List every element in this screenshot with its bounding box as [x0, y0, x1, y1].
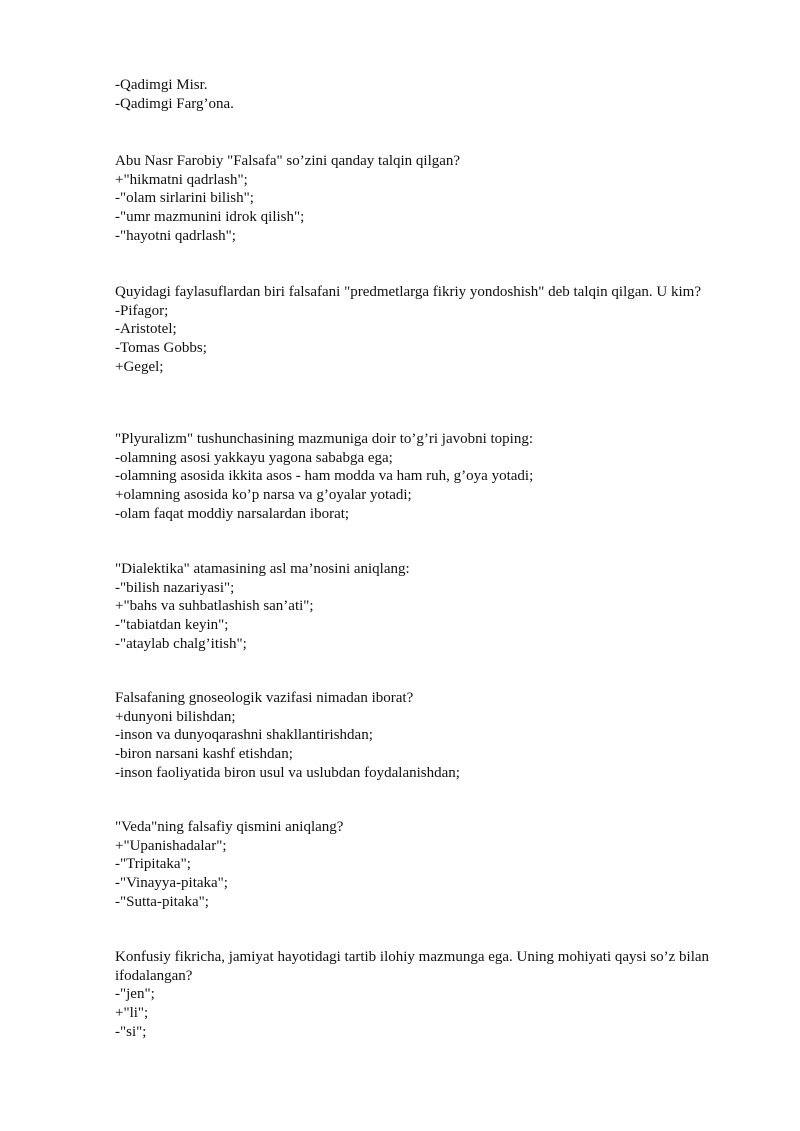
question-block: [115, 818, 725, 912]
option-line: +Gegel;: [115, 358, 164, 375]
option-line: -"Vinayya-pitaka";: [115, 875, 228, 892]
option-line: -"hayotni qadrlash";: [115, 227, 236, 244]
option-line: +"hikmatni qadrlash";: [115, 171, 248, 188]
option-line: +olamning asosida ko’p narsa va g’oyalar yotadi;: [115, 487, 412, 504]
answer-fragment: [115, 76, 725, 113]
option-line: -Aristotel;: [115, 321, 177, 338]
option-line: -"umr mazmunini idrok qilish";: [115, 209, 305, 226]
option-line: -"olam sirlarini bilish";: [115, 190, 254, 207]
option-line: -"bilish nazariyasi";: [115, 579, 235, 596]
option-line: -Qadimgi Misr.: [115, 77, 208, 93]
option-line: -olamning asosida ikkita asos - ham modda va ham ruh, g’oya yotadi;: [115, 468, 534, 485]
question-text: Quyidagi faylasuflardan biri falsafani "predmetlarga fikriy yondoshish" deb talqin qilgan. U kim?: [115, 284, 701, 300]
question-text: Falsafaning gnoseologik vazifasi nimadan iborat?: [115, 690, 414, 706]
question-text: Konfusiy fikricha, jamiyat hayotidagi tartib ilohiy mazmunga ega. Uning mohiyati qaysi so’z bilan ifodalangan?: [115, 949, 710, 984]
option-line: -inson va dunyoqarashni shakllantirishdan;: [115, 727, 373, 744]
question-text: "Dialektika" atamasining asl ma’nosini aniqlang:: [115, 561, 410, 577]
question-text: Abu Nasr Farobiy "Falsafa" so’zini qanday talqin qilgan?: [115, 153, 461, 169]
question-block: [115, 689, 725, 783]
question-text: "Plyuralizm" tushunchasining mazmuniga doir to’g’ri javobni toping:: [115, 431, 534, 447]
option-line: -inson faoliyatida biron usul va uslubdan foydalanishdan;: [115, 764, 460, 781]
question-block: [115, 560, 725, 654]
option-line: +"bahs va suhbatlashish san’ati";: [115, 598, 314, 615]
option-line: -"jen";: [115, 986, 155, 1003]
option-line: -Pifagor;: [115, 302, 169, 319]
question-block: [115, 430, 725, 524]
question-block: [115, 948, 725, 1042]
option-line: -"ataylab chalg’itish";: [115, 635, 247, 652]
question-block: [115, 283, 725, 377]
option-line: -Tomas Gobbs;: [115, 340, 207, 357]
option-line: -biron narsani kashf etishdan;: [115, 746, 293, 763]
question-text: "Veda"ning falsafiy qismini aniqlang?: [115, 819, 344, 835]
option-line: -olamning asosi yakkayu yagona sababga ega;: [115, 449, 393, 466]
option-line: +dunyoni bilishdan;: [115, 708, 236, 725]
option-line: -olam faqat moddiy narsalardan iborat;: [115, 505, 350, 522]
option-line: -"Tripitaka";: [115, 856, 191, 873]
option-line: -Qadimgi Farg’ona.: [115, 95, 234, 112]
option-line: -"si";: [115, 1023, 147, 1040]
option-line: -"tabiatdan keyin";: [115, 617, 229, 634]
option-line: -"Sutta-pitaka";: [115, 893, 209, 910]
question-block: [115, 152, 725, 246]
option-line: +"li";: [115, 1005, 149, 1022]
option-line: +"Upanishadalar";: [115, 837, 227, 854]
